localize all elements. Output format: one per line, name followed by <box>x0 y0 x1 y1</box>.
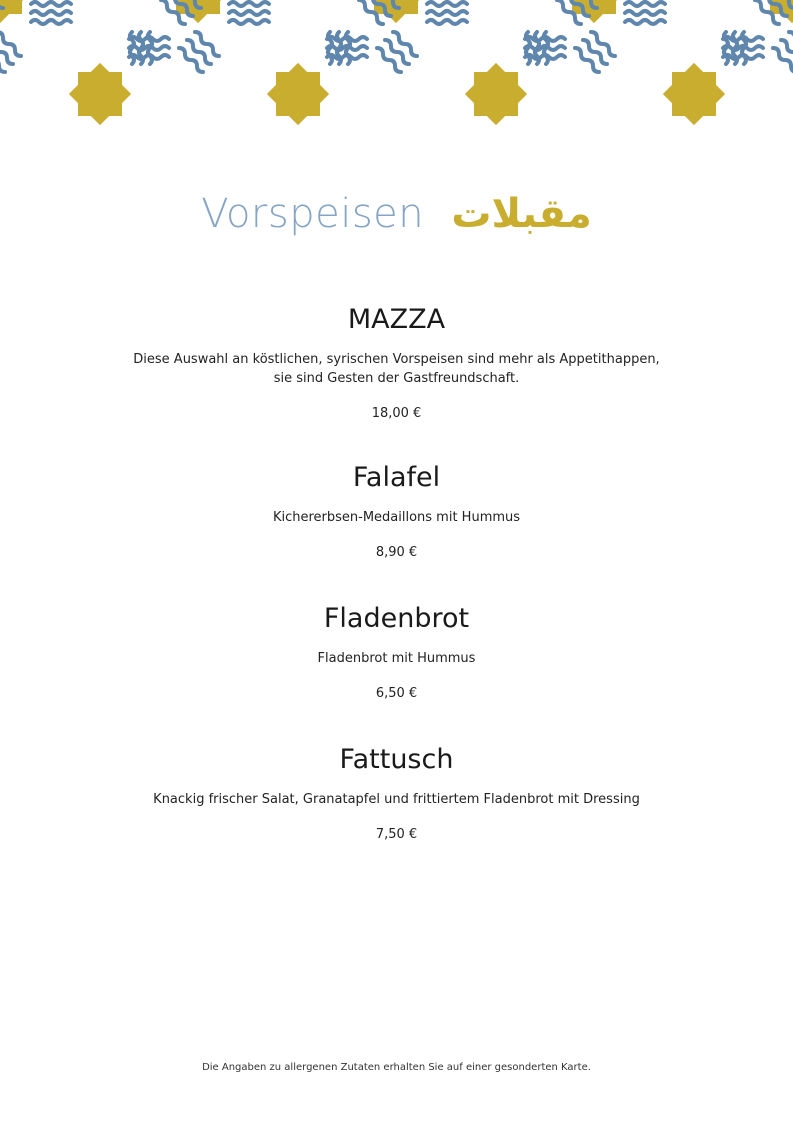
star-ornament-icon <box>663 63 725 125</box>
decorative-header-pattern <box>0 0 793 130</box>
wave-ornament-icon <box>31 2 71 24</box>
wave-ornament-icon <box>773 32 793 72</box>
star-ornament-icon <box>267 63 329 125</box>
item-price: 7,50 € <box>375 827 418 842</box>
item-name: Falafel <box>352 462 441 493</box>
wave-ornament-icon <box>625 2 665 24</box>
item-description: Fladenbrot mit Hummus <box>317 651 476 666</box>
star-ornament-icon <box>0 0 31 23</box>
star-ornament-icon <box>465 63 527 125</box>
wave-ornament-icon <box>427 2 467 24</box>
item-price: 6,50 € <box>375 686 418 701</box>
item-name: Fladenbrot <box>323 603 470 634</box>
item-price: 18,00 € <box>371 406 422 421</box>
star-ornament-icon <box>69 63 131 125</box>
menu-item-fladenbrot <box>0 602 793 703</box>
item-description: Kichererbsen-Medaillons mit Hummus <box>272 510 521 525</box>
menu-item-mazza <box>0 303 793 423</box>
wave-ornament-icon <box>0 32 21 72</box>
title-arabic: مقبلات <box>451 191 592 237</box>
wave-ornament-icon <box>575 32 615 72</box>
title-german: Vorspeisen <box>201 191 425 237</box>
wave-ornament-icon <box>377 32 417 72</box>
wave-ornament-icon <box>229 2 269 24</box>
wave-ornament-icon <box>179 32 219 72</box>
item-price: 8,90 € <box>375 545 418 560</box>
allergen-note: Die Angaben zu allergenen Zutaten erhalten Sie auf einer gesonderten Karte. <box>202 1062 591 1073</box>
item-description: Diese Auswahl an köstlichen, syrischen Vorspeisen sind mehr als Appetithappen, sie sind Gesten der Gastfreundschaft. <box>133 352 660 386</box>
menu-item-falafel <box>0 461 793 562</box>
item-name: MAZZA <box>347 304 446 335</box>
menu-item-fattusch <box>0 743 793 844</box>
item-description: Knackig frischer Salat, Granatapfel und frittiertem Fladenbrot mit Dressing <box>153 792 640 807</box>
page-title <box>0 188 793 240</box>
item-name: Fattusch <box>339 744 454 775</box>
